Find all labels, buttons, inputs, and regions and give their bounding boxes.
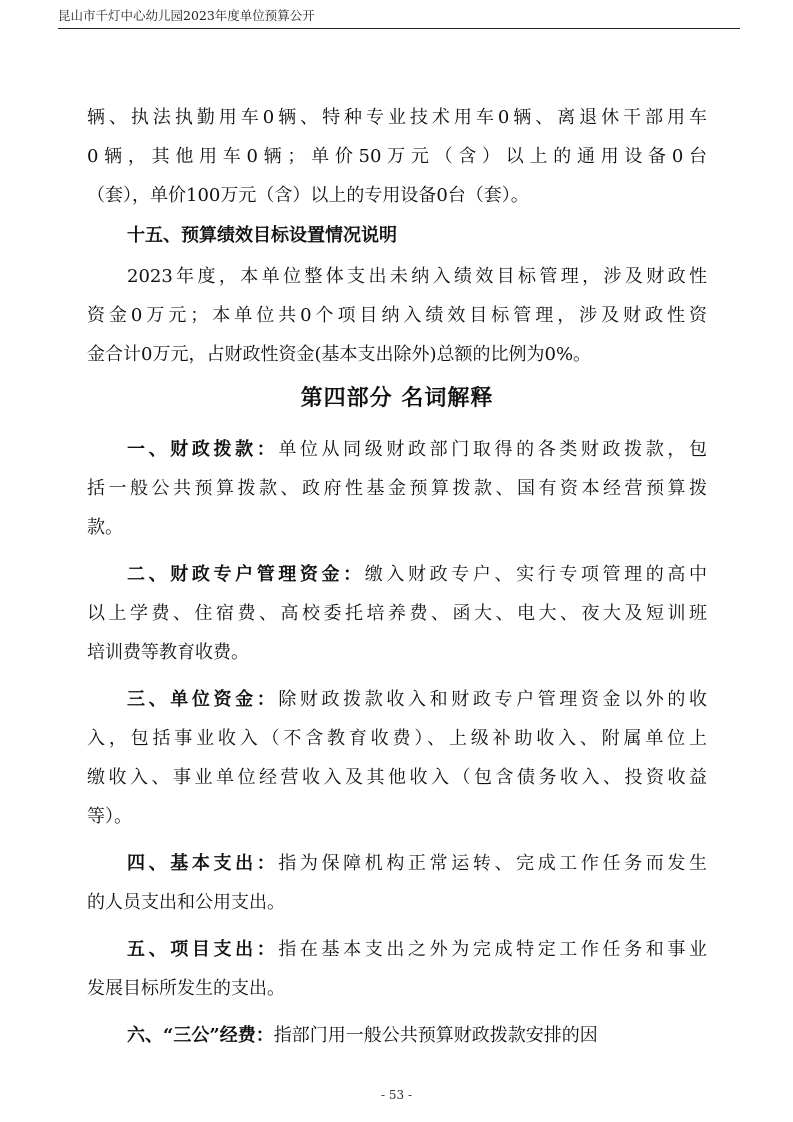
- header-title: 昆山市千灯中心幼儿园2023年度单位预算公开: [58, 8, 315, 23]
- glossary-item: [87, 844, 707, 922]
- glossary-definition: 缴入财政专户、实行专项管理的高中: [364, 564, 708, 585]
- glossary-definition: 单位从同级财政部门取得的各类财政拨款，包: [278, 439, 708, 460]
- glossary-term: 四、基本支出：: [127, 853, 279, 874]
- glossary-term: 六、“三公”经费：: [127, 1025, 274, 1046]
- body-line: 资金0万元；本单位共0个项目纳入绩效目标管理，涉及财政性资: [87, 305, 707, 326]
- glossary-first-line: [87, 844, 707, 883]
- body-line: 辆、执法执勤用车0辆、特种专业技术用车0辆、离退休干部用车: [87, 107, 707, 128]
- glossary-item: [87, 555, 707, 672]
- body-line: 2023年度，本单位整体支出未纳入绩效目标管理，涉及财政性: [127, 266, 707, 287]
- glossary-definition: 指在基本支出之外为完成特定工作任务和事业: [278, 939, 708, 960]
- glossary-line: 的人员支出和公用支出。: [87, 892, 285, 913]
- glossary-list: [87, 430, 707, 1055]
- glossary-definition: 除财政拨款收入和财政专户管理资金以外的收: [278, 689, 708, 710]
- glossary-item: [87, 930, 707, 1008]
- document-body: [87, 98, 707, 1055]
- section-heading: 十五、预算绩效目标设置情况说明: [127, 225, 397, 246]
- page-header: [58, 6, 740, 29]
- glossary-definition: 指部门用一般公共预算财政拨款安排的因: [273, 1025, 598, 1046]
- glossary-first-line: [87, 1016, 707, 1055]
- glossary-line: 括一般公共预算拨款、政府性基金预算拨款、国有资本经营预算拨: [87, 478, 707, 499]
- spacer: [87, 422, 707, 430]
- glossary-definition: 指为保障机构正常运转、完成工作任务而发生: [278, 853, 708, 874]
- spacer: [87, 547, 707, 555]
- body-line: （套），单价100万元（含）以上的专用设备0台（套）。: [87, 185, 529, 206]
- glossary-term: 三、单位资金：: [127, 689, 279, 710]
- glossary-line: 入，包括事业收入（不含教育收费）、上级补助收入、附属单位上: [87, 728, 707, 749]
- spacer: [87, 922, 707, 930]
- glossary-line: 款。: [87, 517, 123, 538]
- glossary-line: 等）。: [87, 806, 132, 827]
- glossary-term: 二、财政专户管理资金：: [127, 564, 365, 585]
- glossary-line: 缴收入、事业单位经营收入及其他收入（包含债务收入、投资收益: [87, 767, 707, 788]
- glossary-item: [87, 680, 707, 836]
- spacer: [87, 1008, 707, 1016]
- glossary-first-line: [87, 680, 707, 719]
- glossary-first-line: [87, 930, 707, 969]
- glossary-line: 发展目标所发生的支出。: [87, 978, 285, 999]
- body-line: 金合计0万元，占财政性资金(基本支出除外)总额的比例为0%。: [87, 344, 592, 365]
- glossary-line: 培训费等教育收费。: [87, 642, 249, 663]
- glossary-first-line: [87, 430, 707, 469]
- glossary-line: 以上学费、住宿费、高校委托培养费、函大、电大、夜大及短训班: [87, 603, 707, 624]
- glossary-term: 五、项目支出：: [127, 939, 279, 960]
- glossary-first-line: [87, 555, 707, 594]
- glossary-item: [87, 1016, 707, 1055]
- glossary-term: 一、财政拨款：: [127, 439, 279, 460]
- glossary-item: [87, 430, 707, 547]
- page-number: - 53 -: [380, 1088, 412, 1102]
- spacer: [87, 672, 707, 680]
- spacer: [87, 836, 707, 844]
- part-title: 第四部分 名词解释: [300, 385, 494, 411]
- body-line: 0辆，其他用车0辆；单价50万元（含）以上的通用设备0台: [87, 146, 707, 167]
